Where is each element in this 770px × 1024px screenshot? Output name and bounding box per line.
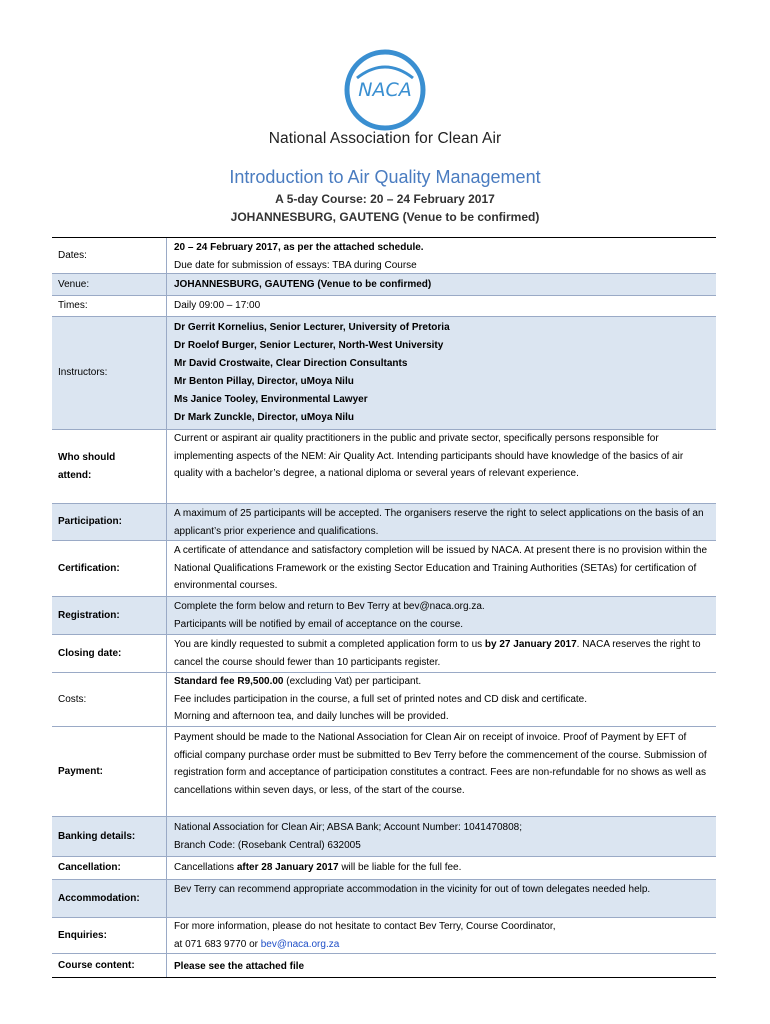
participation-value: A maximum of 25 participants will be accepted. The organisers reserve the right to select applications on the basis of an applicant’s prior experience and qualifications. — [174, 508, 704, 537]
banking-line1: National Association for Clean Air; ABSA Bank; Account Number: 1041470808; — [174, 822, 522, 833]
instructor-item: Dr Roelof Burger, Senior Lecturer, North-West University — [174, 340, 444, 351]
enquiries-line2: at 071 683 9770 or bev@naca.org.za — [174, 938, 340, 950]
instructor-item: Dr Gerrit Kornelius, Senior Lecturer, University of Pretoria — [174, 322, 450, 333]
instructor-item: Mr Benton Pillay, Director, uMoya Nilu — [174, 376, 354, 387]
label-dates: Dates: — [52, 238, 167, 273]
accommodation-value: Bev Terry can recommend appropriate accommodation in the vicinity for out of town delegates needed help. — [174, 884, 651, 895]
row-certification — [52, 541, 716, 597]
banking-line2: Branch Code: (Rosebank Central) 632005 — [174, 839, 361, 851]
row-accommodation — [52, 880, 716, 918]
times-value: Daily 09:00 – 17:00 — [174, 300, 261, 311]
label-instructors: Instructors: — [52, 317, 167, 429]
row-venue — [52, 274, 716, 296]
essay-due: Due date for submission of essays: TBA during Course — [174, 259, 417, 271]
instructor-item: Mr David Crostwaite, Clear Direction Consultants — [174, 358, 408, 369]
label-costs: Costs: — [52, 673, 167, 726]
course-subtitle: A 5-day Course: 20 – 24 February 2017 — [275, 192, 495, 206]
course-details-table — [52, 237, 716, 978]
page-title: Introduction to Air Quality Management — [229, 167, 541, 187]
registration-line2: Participants will be notified by email of acceptance on the course. — [174, 618, 464, 630]
costs-line3: Morning and afternoon tea, and daily lunches will be provided. — [174, 711, 449, 723]
row-course-content — [52, 954, 716, 978]
cancellation-value: Cancellations after 28 January 2017 will be liable for the full fee. — [174, 862, 462, 873]
row-instructors — [52, 317, 716, 430]
venue-value: JOHANNESBURG, GAUTENG (Venue to be confirmed) — [174, 279, 432, 290]
label-cancellation: Cancellation: — [52, 857, 167, 879]
dates-value: 20 – 24 February 2017, as per the attached schedule. — [174, 242, 424, 253]
row-times — [52, 296, 716, 317]
row-payment — [52, 727, 716, 817]
label-certification: Certification: — [52, 541, 167, 596]
label-accommodation: Accommodation: — [52, 880, 167, 917]
naca-logo — [0, 48, 770, 132]
enquiries-line1: For more information, please do not hesitate to contact Bev Terry, Course Coordinator, — [174, 921, 556, 932]
certification-value: A certificate of attendance and satisfactory completion will be issued by NACA. At present there is no provision within the National Qualifications Framework or the existing Sector Education and Training Authorities (SETAs) for certification of environmental courses. — [174, 545, 708, 592]
label-banking-details: Banking details: — [52, 817, 167, 856]
costs-line1: Standard fee R9,500.00 (excluding Vat) per participant. — [174, 676, 422, 687]
costs-line2: Fee includes participation in the course, a full set of printed notes and CD disk and certificate. — [174, 693, 588, 705]
row-dates — [52, 238, 716, 274]
org-name: National Association for Clean Air — [268, 130, 502, 147]
label-closing-date: Closing date: — [52, 635, 167, 672]
enquiries-email-link[interactable]: bev@naca.org.za — [260, 938, 340, 950]
payment-value: Payment should be made to the National Association for Clean Air on receipt of invoice. Proof of Payment by EFT of official company purchase order must be submitted to Bev Terry before the commencement of the course. Submission of registration form and acceptance of participation constitutes a contract. Fees are non-refundable for no shows as well as cancellations within seven days, or less, of the start of the course. — [174, 732, 707, 796]
course-content-value: Please see the attached file — [174, 961, 305, 972]
row-closing-date — [52, 635, 716, 673]
label-enquiries: Enquiries: — [52, 918, 167, 953]
row-cancellation — [52, 857, 716, 880]
label-times: Times: — [52, 296, 167, 316]
row-registration — [52, 597, 716, 635]
naca-logo-icon — [343, 48, 427, 132]
closing-value: You are kindly requested to submit a completed application form to us by 27 January 2017. NACA reserves the right to cancel the course should fewer than 10 participants register. — [174, 639, 701, 668]
registration-line1: Complete the form below and return to Bev Terry at bev@naca.org.za. — [174, 601, 485, 612]
label-venue: Venue: — [52, 274, 167, 295]
label-payment: Payment: — [52, 727, 167, 816]
instructor-item: Dr Mark Zunckle, Director, uMoya Nilu — [174, 412, 355, 423]
label-participation: Participation: — [52, 504, 167, 540]
who-value: Current or aspirant air quality practitioners in the public and private sector, specifically persons responsible for implementing aspects of the NEM: Air Quality Act. Intending participants should have knowledge of the basics of air quality with a bachelor’s degree, a national diploma or several years of relevant experience. — [174, 433, 684, 480]
label-registration: Registration: — [52, 597, 167, 634]
instructor-item: Ms Janice Tooley, Environmental Lawyer — [174, 394, 368, 405]
row-participation — [52, 504, 716, 541]
row-enquiries — [52, 918, 716, 954]
row-banking-details — [52, 817, 716, 857]
label-who-should-attend: Who should attend: — [52, 430, 167, 503]
row-costs — [52, 673, 716, 727]
label-course-content: Course content: — [52, 954, 167, 977]
logo-text: NACA — [358, 79, 412, 101]
venue-subtitle: JOHANNESBURG, GAUTENG (Venue to be confirmed) — [230, 210, 540, 224]
row-who-should-attend — [52, 430, 716, 504]
